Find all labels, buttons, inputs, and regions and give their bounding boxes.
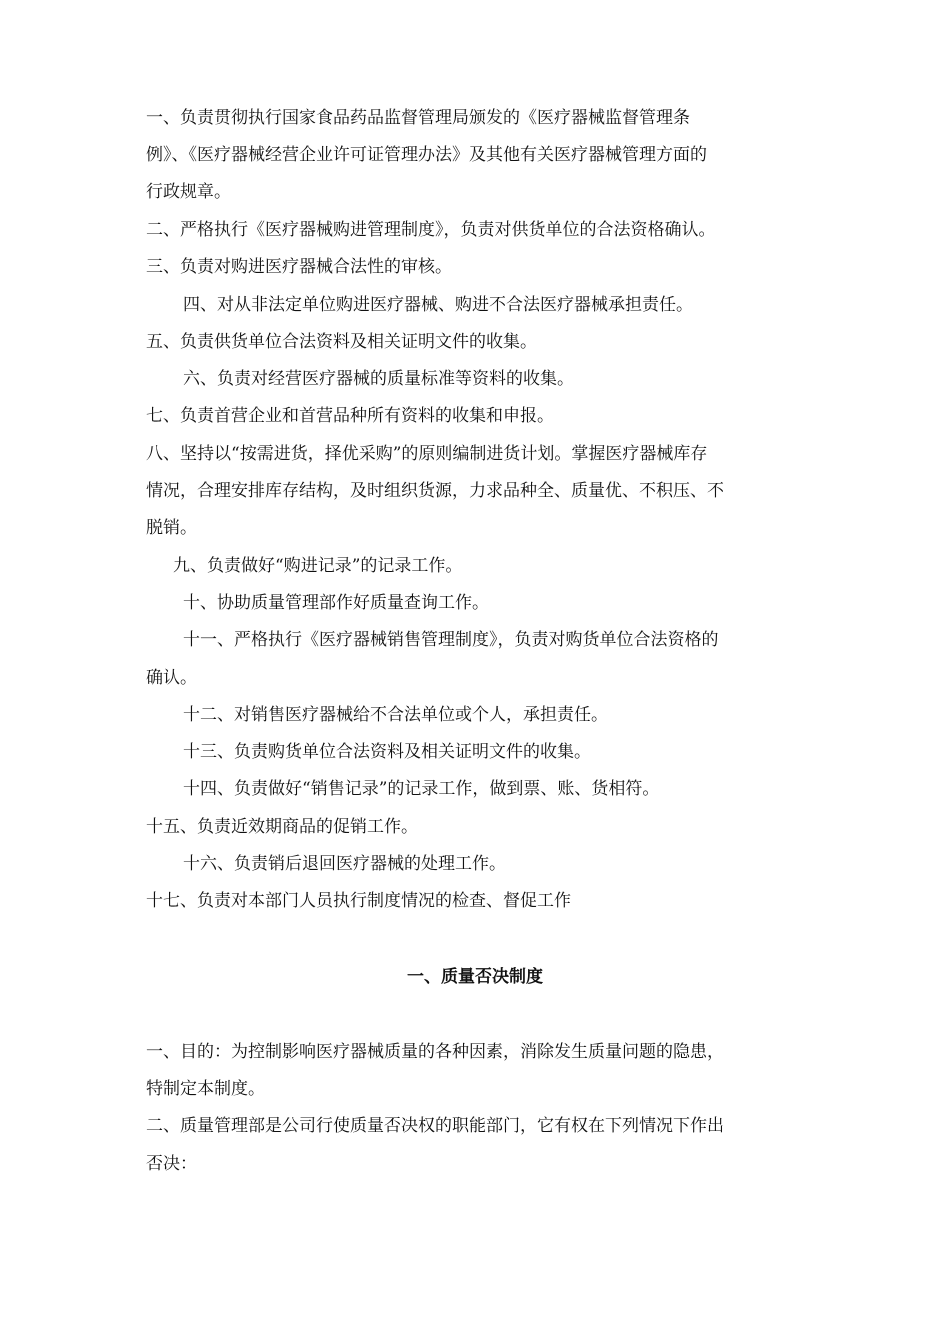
duty-item-11-line-1: 十一、严格执行《医疗器械销售管理制度》，负责对购货单位合法资格的 [183,630,719,650]
duty-item-4: 四、对从非法定单位购进医疗器械、购进不合法医疗器械承担责任。 [183,295,693,315]
duty-item-2: 二、严格执行《医疗器械购进管理制度》，负责对供货单位的合法资格确认。 [146,220,716,240]
duty-item-1-line-1: 一、负责贯彻执行国家食品药品监督管理局颁发的《医疗器械监督管理条 [146,108,690,128]
section-item-2-line-1: 二、质量管理部是公司行使质量否决权的职能部门，它有权在下列情况下作出 [146,1116,724,1136]
duty-item-17: 十七、负责对本部门人员执行制度情况的检查、督促工作 [146,891,571,911]
duty-item-6: 六、负责对经营医疗器械的质量标准等资料的收集。 [183,369,574,389]
duty-item-8-line-3: 脱销。 [146,518,197,538]
duty-item-3: 三、负责对购进医疗器械合法性的审核。 [146,257,452,277]
section-item-1-line-2: 特制定本制度。 [146,1079,265,1099]
duty-item-10: 十、协助质量管理部作好质量查询工作。 [183,593,489,613]
section-item-2-line-2: 否决： [146,1154,197,1174]
duty-item-1-line-2: 例》、《医疗器械经营企业许可证管理办法》及其他有关医疗器械管理方面的 [146,145,707,165]
duty-item-9: 九、负责做好“购进记录”的记录工作。 [173,556,463,576]
duty-item-7: 七、负责首营企业和首营品种所有资料的收集和申报。 [146,406,554,426]
duty-item-12: 十二、对销售医疗器械给不合法单位或个人，承担责任。 [183,705,608,725]
section-title: 一、质量否决制度 [407,967,543,987]
duty-item-11-line-2: 确认。 [146,668,197,688]
duty-item-1-line-3: 行政规章。 [146,182,231,202]
section-item-1-line-1: 一、目的：为控制影响医疗器械质量的各种因素，消除发生质量问题的隐患， [146,1042,724,1062]
duty-item-15: 十五、负责近效期商品的促销工作。 [146,817,418,837]
duty-item-13: 十三、负责购货单位合法资料及相关证明文件的收集。 [183,742,591,762]
duty-item-16: 十六、负责销后退回医疗器械的处理工作。 [183,854,506,874]
duty-item-8-line-2: 情况，合理安排库存结构，及时组织货源，力求品种全、质量优、不积压、不 [146,481,724,501]
duty-item-5: 五、负责供货单位合法资料及相关证明文件的收集。 [146,332,537,352]
duty-item-8-line-1: 八、坚持以“按需进货，择优采购”的原则编制进货计划。掌握医疗器械库存 [146,444,708,464]
duty-item-14: 十四、负责做好“销售记录”的记录工作，做到票、账、货相符。 [183,779,660,799]
